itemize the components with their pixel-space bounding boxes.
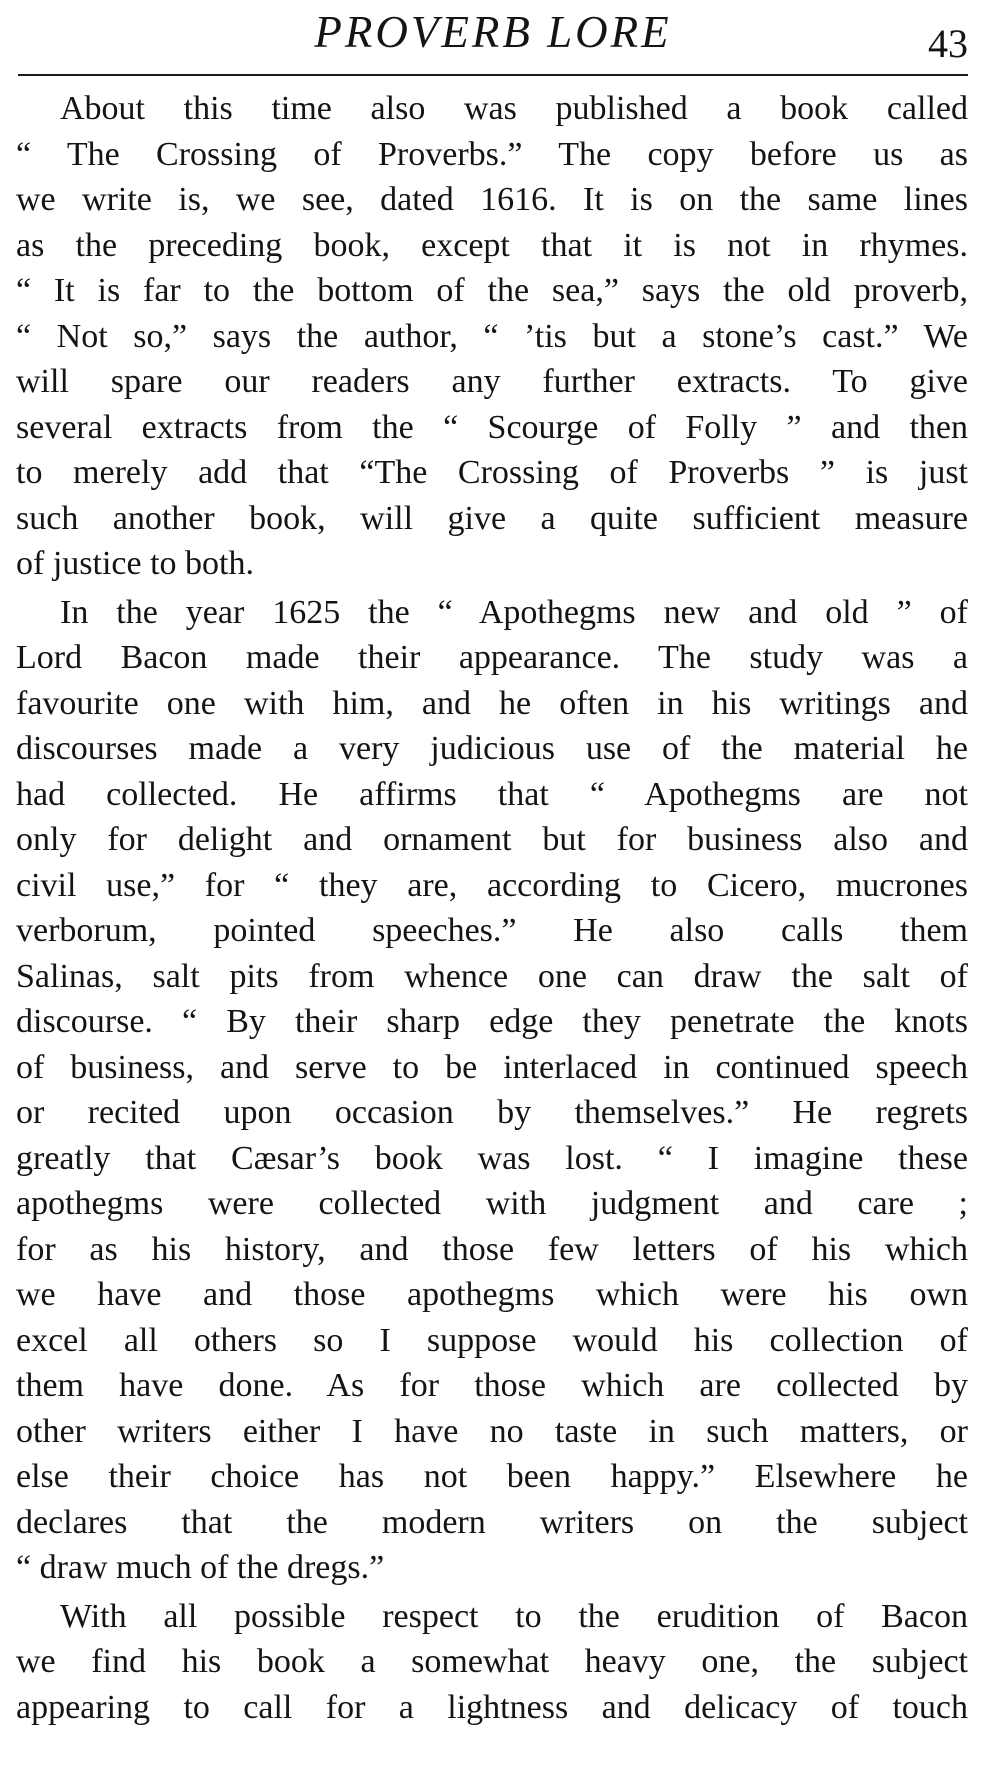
text-line: civil use,” for “ they are, according to Cicero, mucrones	[16, 866, 968, 904]
text-line: Lord Bacon made their appearance. The study was a	[16, 639, 968, 676]
text-line: With all possible respect to the erudition of Bacon	[60, 1597, 968, 1635]
text-line: will spare our readers any further extracts. To give	[16, 363, 968, 400]
text-line: had collected. He affirms that “ Apothegms are not	[16, 775, 968, 813]
body-text	[16, 86, 968, 1730]
text-line: as the preceding book, except that it is not in rhymes.	[16, 226, 968, 264]
text-line: them have done. As for those which are collected by	[16, 1367, 968, 1404]
text-line: In the year 1625 the “ Apothegms new and old ” of	[60, 593, 968, 631]
paragraph-2	[16, 590, 968, 1591]
text-line: discourses made a very judicious use of the material he	[16, 730, 968, 767]
text-line: favourite one with him, and he often in his writings and	[16, 684, 968, 722]
text-line: “ It is far to the bottom of the sea,” says the old proverb,	[16, 272, 968, 309]
running-title: PROVERB LORE	[314, 7, 672, 57]
text-line: “ The Crossing of Proverbs.” The copy before us as	[16, 135, 968, 173]
header-rule	[18, 74, 968, 76]
text-line: greatly that Cæsar’s book was lost. “ I imagine these	[16, 1139, 968, 1177]
text-line: discourse. “ By their sharp edge they penetrate the knots	[16, 1003, 968, 1040]
text-line: such another book, will give a quite sufficient measure	[16, 499, 968, 537]
text-line: to merely add that “The Crossing of Proverbs ” is just	[16, 454, 968, 491]
text-line: for as his history, and those few letters of his which	[16, 1230, 968, 1268]
text-line: we have and those apothegms which were his own	[16, 1276, 968, 1313]
running-head	[18, 4, 968, 68]
text-line: Salinas, salt pits from whence one can draw the salt of	[16, 957, 968, 995]
text-line: we write is, we see, dated 1616. It is on the same lines	[16, 181, 968, 218]
text-line: appearing to call for a lightness and delicacy of touch	[16, 1688, 968, 1726]
page-number: 43	[928, 21, 968, 66]
text-line: or recited upon occasion by themselves.” He regrets	[16, 1094, 968, 1131]
paragraph-1	[16, 86, 968, 587]
text-line: “ draw much of the dregs.”	[16, 1549, 385, 1586]
text-line: only for delight and ornament but for business also and	[16, 821, 968, 858]
paragraph-3	[16, 1594, 968, 1731]
text-line: declares that the modern writers on the subject	[16, 1503, 968, 1541]
text-line: several extracts from the “ Scourge of Folly ” and then	[16, 408, 968, 446]
text-line: apothegms were collected with judgment and care ;	[16, 1185, 968, 1222]
text-line: of justice to both.	[16, 545, 254, 582]
text-line: else their choice has not been happy.” Elsewhere he	[16, 1458, 968, 1495]
text-line: “ Not so,” says the author, “ ’tis but a stone’s cast.” We	[16, 317, 968, 355]
text-line: About this time also was published a book called	[60, 90, 968, 127]
text-line: excel all others so I suppose would his collection of	[16, 1321, 968, 1359]
text-line: other writers either I have no taste in such matters, or	[16, 1412, 968, 1450]
text-line: we find his book a somewhat heavy one, the subject	[16, 1643, 968, 1680]
text-line: of business, and serve to be interlaced in continued speech	[16, 1048, 968, 1086]
text-line: verborum, pointed speeches.” He also calls them	[16, 912, 968, 949]
